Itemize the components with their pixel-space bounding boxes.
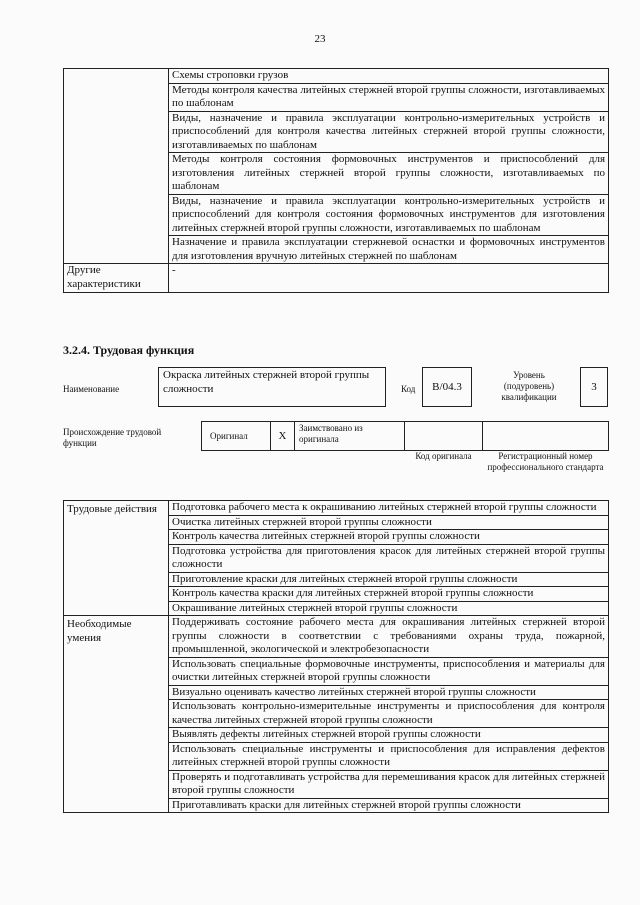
labor-action-item: Подготовка устройства для приготовления красок для литейных стержней второй группы сложности bbox=[169, 544, 609, 572]
code-field: B/04.3 bbox=[422, 367, 472, 407]
labor-action-item: Очистка литейных стержней второй группы сложности bbox=[169, 515, 609, 530]
labor-action-item: Подготовка рабочего места к окрашиванию литейных стержней второй группы сложности bbox=[169, 501, 609, 516]
other-characteristics-label: Другие характеристики bbox=[64, 264, 169, 293]
qualification-level-label: Уровень (подуровень) квалификации bbox=[501, 370, 557, 402]
knowledge-item: Схемы строповки грузов bbox=[169, 69, 609, 84]
code-label: Код bbox=[401, 384, 416, 394]
labor-function-table bbox=[63, 500, 609, 813]
skill-item: Поддерживать состояние рабочего места для окрашивания литейных стержней второй группы сложности в соответствии с требованиями охраны труда, пожарной, промышленной, экологической и электробезопасности bbox=[169, 616, 609, 658]
original-cell: Оригинал bbox=[201, 421, 271, 451]
name-label: Наименование bbox=[63, 384, 120, 394]
origin-code-label: Код оригинала bbox=[415, 451, 472, 461]
skill-item: Использовать контрольно-измерительные инструменты и приспособления для контроля качества литейных стержней второй группы сложности bbox=[169, 700, 609, 728]
labor-action-item: Приготовление краски для литейных стержней второй группы сложности bbox=[169, 572, 609, 587]
knowledge-table bbox=[63, 68, 609, 293]
labor-actions-label: Трудовые действия bbox=[64, 501, 169, 616]
labor-action-item: Контроль качества краски для литейных стержней второй группы сложности bbox=[169, 587, 609, 602]
empty-label-cell bbox=[64, 69, 169, 264]
origin-label: Происхождение трудовой функции bbox=[63, 427, 162, 448]
skill-item: Использовать специальные инструменты и приспособления для исправления дефектов литейных стержней второй группы сложности bbox=[169, 742, 609, 770]
knowledge-item: Методы контроля состояния формовочных инструментов и приспособлений для изготовления литейных стержней второй группы сложности, изготавливаемых по шаблонам bbox=[169, 153, 609, 195]
table-row bbox=[64, 69, 609, 84]
page-number: 23 bbox=[314, 33, 326, 45]
skill-item: Использовать специальные формовочные инструменты, приспособления и материалы для очистки литейных стержней второй группы сложности bbox=[169, 657, 609, 685]
knowledge-item: Методы контроля качества литейных стержней второй группы сложности, изготавливаемых по шаблонам bbox=[169, 83, 609, 111]
knowledge-item: Виды, назначение и правила эксплуатации контрольно-измерительных устройств и приспособлений для контроля качества литейных стержней второй группы сложности, изготавливаемых по шаблонам bbox=[169, 111, 609, 153]
labor-action-item: Окрашивание литейных стержней второй группы сложности bbox=[169, 601, 609, 616]
other-characteristics-value: - bbox=[169, 264, 609, 293]
original-mark: X bbox=[270, 421, 295, 451]
borrowed-cell: Заимствовано из оригинала bbox=[294, 421, 405, 451]
origin-code-field bbox=[404, 421, 483, 451]
table-row bbox=[64, 264, 609, 293]
reg-number-field bbox=[482, 421, 609, 451]
labor-action-item: Контроль качества литейных стержней второй группы сложности bbox=[169, 530, 609, 545]
table-row bbox=[64, 616, 609, 658]
table-row bbox=[64, 501, 609, 516]
section-title: 3.2.4. Трудовая функция bbox=[63, 343, 195, 357]
function-name-field: Окраска литейных стержней второй группы сложности bbox=[158, 367, 386, 407]
knowledge-item: Назначение и правила эксплуатации стержневой оснастки и формовочных инструментов для изготовления вручную литейных стержней по шаблонам bbox=[169, 236, 609, 264]
skills-label: Необходимые умения bbox=[64, 616, 169, 813]
reg-number-label: Регистрационный номер профессионального стандарта bbox=[487, 451, 604, 472]
knowledge-item: Виды, назначение и правила эксплуатации контрольно-измерительных устройств и приспособлений для контроля состояния формовочных инструментов для изготовления литейных стержней второй группы сложности, изготавливаемых по шаблонам bbox=[169, 194, 609, 236]
skill-item: Приготавливать краски для литейных стержней второй группы сложности bbox=[169, 798, 609, 813]
skill-item: Визуально оценивать качество литейных стержней второй группы сложности bbox=[169, 685, 609, 700]
skill-item: Выявлять дефекты литейных стержней второй группы сложности bbox=[169, 728, 609, 743]
qualification-level-field: 3 bbox=[580, 367, 608, 407]
skill-item: Проверять и подготавливать устройства для перемешивания красок для литейных стержней второй группы сложности bbox=[169, 770, 609, 798]
